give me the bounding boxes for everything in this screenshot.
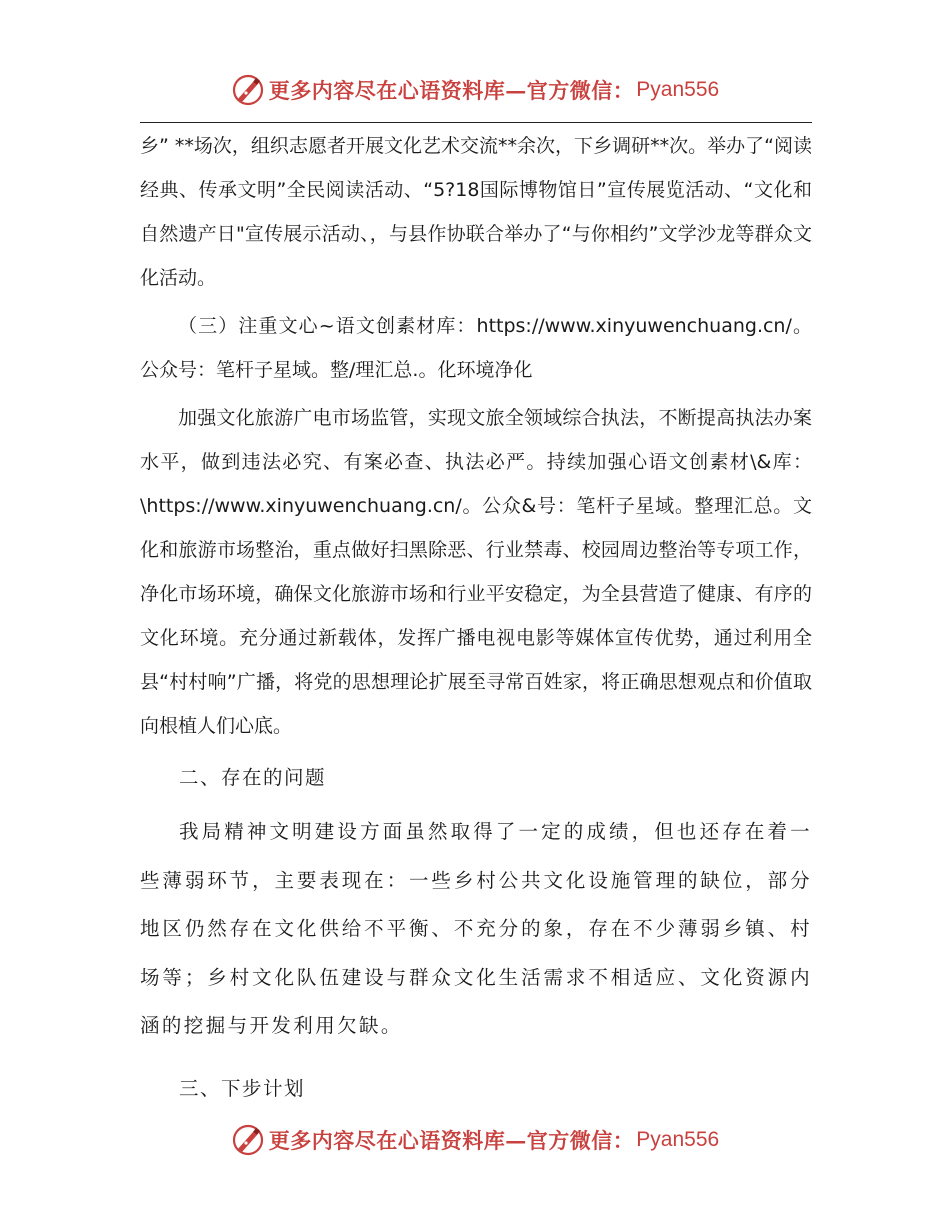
watermark-text: 更多内容尽在心语资料库—官方微信： xyxy=(268,1128,635,1153)
paragraph-activities: 乡” **场次，组织志愿者开展文化艺术交流**余次，下乡调研**次。举办了“阅读经典、传承文明”全民阅读活动、“5?18国际博物馆日”宣传展览活动、“文化和自然遗产日"宣传展示活动、，与县作协联合举办了“与你相约”文学沙龙等群众文化活动。 xyxy=(140,135,812,289)
watermark-wechat-id: Pyan556 xyxy=(636,1128,720,1151)
heading-next-plan: 三、下步计划 xyxy=(179,1076,306,1100)
watermark-text: 更多内容尽在心语资料库—官方微信： xyxy=(268,78,635,103)
paragraph-market-regulation: 加强文化旅游广电市场监管，实现文旅全领域综合执法，不断提高执法办案水平，做到违法必究、有案必查、执法必严。持续加强心语文创素材\&库：\https://www.xinyuwenchuang.cn/。公众&号：笔杆子星域。整理汇总。文化和旅游市场整治，重点做好扫黑除恶、行业禁毒、校园周边整治等专项工作，净化市场环境，确保文化旅游市场和行业平安稳定，为全县营造了健康、有序的文化环境。充分通过新载体，发挥广播电视电影等媒体宣传优势，通过利用全县“村村响”广播，将党的思想理论扩展至寻常百姓家，将正确思想观点和价值取向根植人们心底。 xyxy=(140,407,812,737)
header-watermark xyxy=(0,70,950,110)
footer-watermark xyxy=(0,1120,950,1160)
paragraph-section-three-title: （三）注重文心~语文创素材库：https://www.xinyuwenchuang.cn/。公众号：笔杆子星域。整/理汇总.。化环境净化 xyxy=(140,315,812,381)
header-divider xyxy=(140,122,812,123)
watermark-wechat-id: Pyan556 xyxy=(636,78,720,101)
heading-existing-problems: 二、存在的问题 xyxy=(179,766,327,789)
document-body xyxy=(140,124,812,1115)
pen-logo-icon xyxy=(231,73,265,107)
pen-logo-icon xyxy=(231,1123,265,1157)
paragraph-problems: 我局精神文明建设方面虽然取得了一定的成绩，但也还存在着一些薄弱环节，主要表现在：一些乡村公共文化设施管理的缺位，部分地区仍然存在文化供给不平衡、不充分的象，存在不少薄弱乡镇、村场等；乡村文化队伍建设与群众文化生活需求不相适应、文化资源内涵的挖掘与开发利用欠缺。 xyxy=(140,820,812,1037)
